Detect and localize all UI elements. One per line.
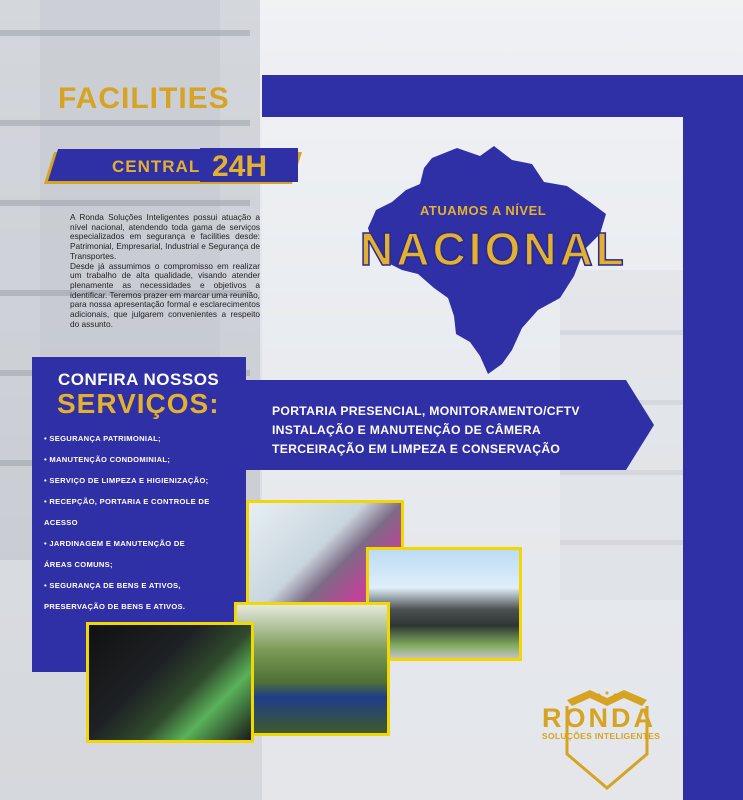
list-item: • SEGURANÇA PATRIMONIAL; (44, 434, 161, 443)
list-item: PRESERVAÇÃO DE BENS E ATIVOS. (44, 602, 186, 611)
central-hours: 24H (212, 150, 268, 183)
monitoring-photo (86, 622, 254, 743)
intro-paragraph: Desde já assumimos o compromisso em realizar um trabalho de alta qualidade, visando atender plenamente as necessidades e objetivos a identificar. Teremos prazer em marcar uma reunião, para nossa apresentação formal e esclarecimentos adicionais, que julgarem convenientes a respeito do assunto. (70, 260, 260, 329)
services-heading: CONFIRA NOSSOS (58, 370, 220, 389)
list-item: • SERVIÇO DE LIMPEZA E HIGIENIZAÇÃO; (44, 476, 209, 485)
central-label: CENTRAL (112, 157, 201, 176)
highlight-line: TERCEIRAÇÃO EM LIMPEZA E CONSERVAÇÃO (272, 442, 561, 456)
frame-top-bar (262, 75, 743, 117)
intro-paragraph: A Ronda Soluções Inteligentes possui atuação a nível nacional, atendendo toda gama de serviços especializados em segurança e facilities desde: Patrimonial, Empresarial, Industrial e Segurança de Transportes. (70, 212, 260, 261)
services-list (44, 428, 244, 617)
map-caption: ATUAMOS A NÍVEL (420, 203, 547, 218)
central-24h-badge (40, 148, 308, 188)
highlight-line: INSTALAÇÃO E MANUTENÇÃO DE CÂMERA (272, 423, 541, 437)
highlight-line: PORTARIA PRESENCIAL, MONITORAMENTO/CFTV (272, 404, 580, 418)
logo-tagline: SOLUÇÕES INTELIGENTES (542, 731, 661, 741)
list-item: • MANUTENÇÃO CONDOMINIAL; (44, 455, 171, 464)
list-item: • SEGURANÇA DE BENS E ATIVOS, (44, 581, 181, 590)
gardening-photo (234, 602, 390, 736)
list-item: • JARDINAGEM E MANUTENÇÃO DE (44, 539, 186, 548)
map-headline: NACIONAL (360, 223, 627, 275)
frame-right-bar (683, 75, 743, 800)
services-title: SERVIÇOS: (57, 388, 220, 419)
intro-text (70, 213, 260, 329)
logo-name: RONDA (542, 703, 656, 733)
list-item: • RECEPÇÃO, PORTARIA E CONTROLE DE (44, 497, 210, 506)
page-title: FACILITIES (58, 82, 230, 115)
list-item: ÁREAS COMUNS; (44, 560, 113, 569)
list-item: ACESSO (44, 518, 78, 527)
